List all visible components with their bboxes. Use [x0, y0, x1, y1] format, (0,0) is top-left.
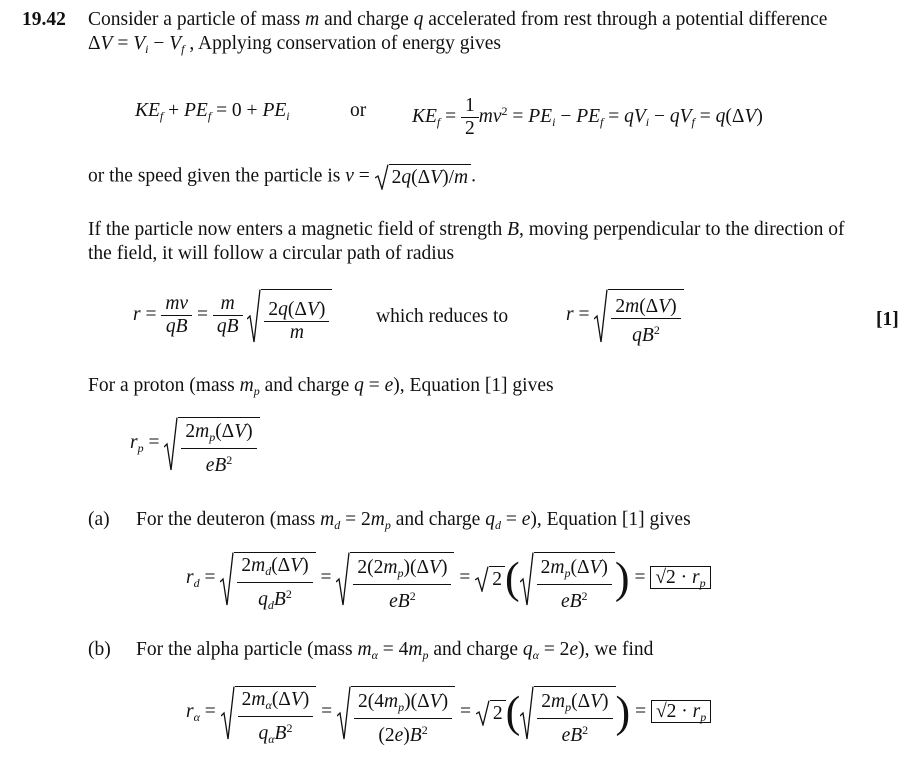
magnetic-para-line-1: If the particle now enters a magnetic field of strength B, moving perpendicular to the direction of [88, 219, 845, 240]
energy-equation-left: $KE_f + PE_f = 0 + PE_i$ [135, 100, 290, 123]
deuteron-radius-equation: $r_d$ = $\frac{2m_d(\Delta V)}{q_dB^2}$ = $\frac{2(2m_p)(\Delta V)}{eB^2}$ = 2 ( $\frac{2m_p(\Delta V)}{eB^2}$ ) = $√2 \cdot r_p$ [186, 548, 711, 613]
equation-label: [1] [876, 309, 899, 330]
magnetic-para-line-2: the field, it will follow a circular path of radius [88, 243, 455, 264]
intro-line-2: $\Delta V = V_i - V_f$ , Applying conservation of energy gives [88, 33, 501, 56]
speed-line: or the speed given the particle is v = 2q(ΔV)/m . [88, 165, 476, 188]
energy-equation-right: $KE_f$ = $\frac{1}{2}$ $mv^2 = PE_i - PE_f = qV_i - qV_f = q(\Delta V)$ [412, 95, 763, 140]
reduces-to-text: which reduces to [376, 306, 509, 327]
deuteron-result-box: $√2 \cdot r_p$ [650, 566, 710, 589]
intro-line-1: Consider a particle of mass m and charge q accelerated from rest through a potential difference [88, 9, 828, 30]
radius-equation: r = $\frac{mv}{qB}$ = $\frac{m}{qB}$ $\frac{2q(\Delta V)}{m}$ [133, 286, 332, 344]
part-b-text: For the alpha particle (mass $m_\alpha = 4m_p$ and charge $q_\alpha = 2e$), we find [136, 639, 654, 662]
part-a-label: (a) [88, 509, 110, 530]
part-b-label: (b) [88, 639, 111, 660]
problem-number: 19.42 [22, 9, 66, 30]
alpha-radius-equation: $r_\alpha$ = $\frac{2m_\alpha(\Delta V)}{q_\alpha B^2}$ = $\frac{2(4m_p)(\Delta V)}{(2e)B^2}$ = 2 ( $\frac{2m_p(\Delta V)}{eB^2}$ ) = $√2 \cdot r_p$ [186, 682, 711, 747]
proton-line: For a proton (mass $m_p$ and charge q = e), Equation [1] gives [88, 375, 554, 398]
or-word: or [350, 100, 367, 121]
proton-radius-equation: $r_p$ = $\frac{2m_p(\Delta V)}{eB^2}$ [130, 414, 260, 477]
radius-equation-reduced: r = $\frac{2m(\Delta V)}{qB^2}$ [566, 286, 684, 344]
part-a-text: For the deuteron (mass $m_d = 2m_p$ and charge $q_d = e$), Equation [1] gives [136, 509, 691, 532]
alpha-result-box: $√2 \cdot r_p$ [651, 700, 711, 723]
